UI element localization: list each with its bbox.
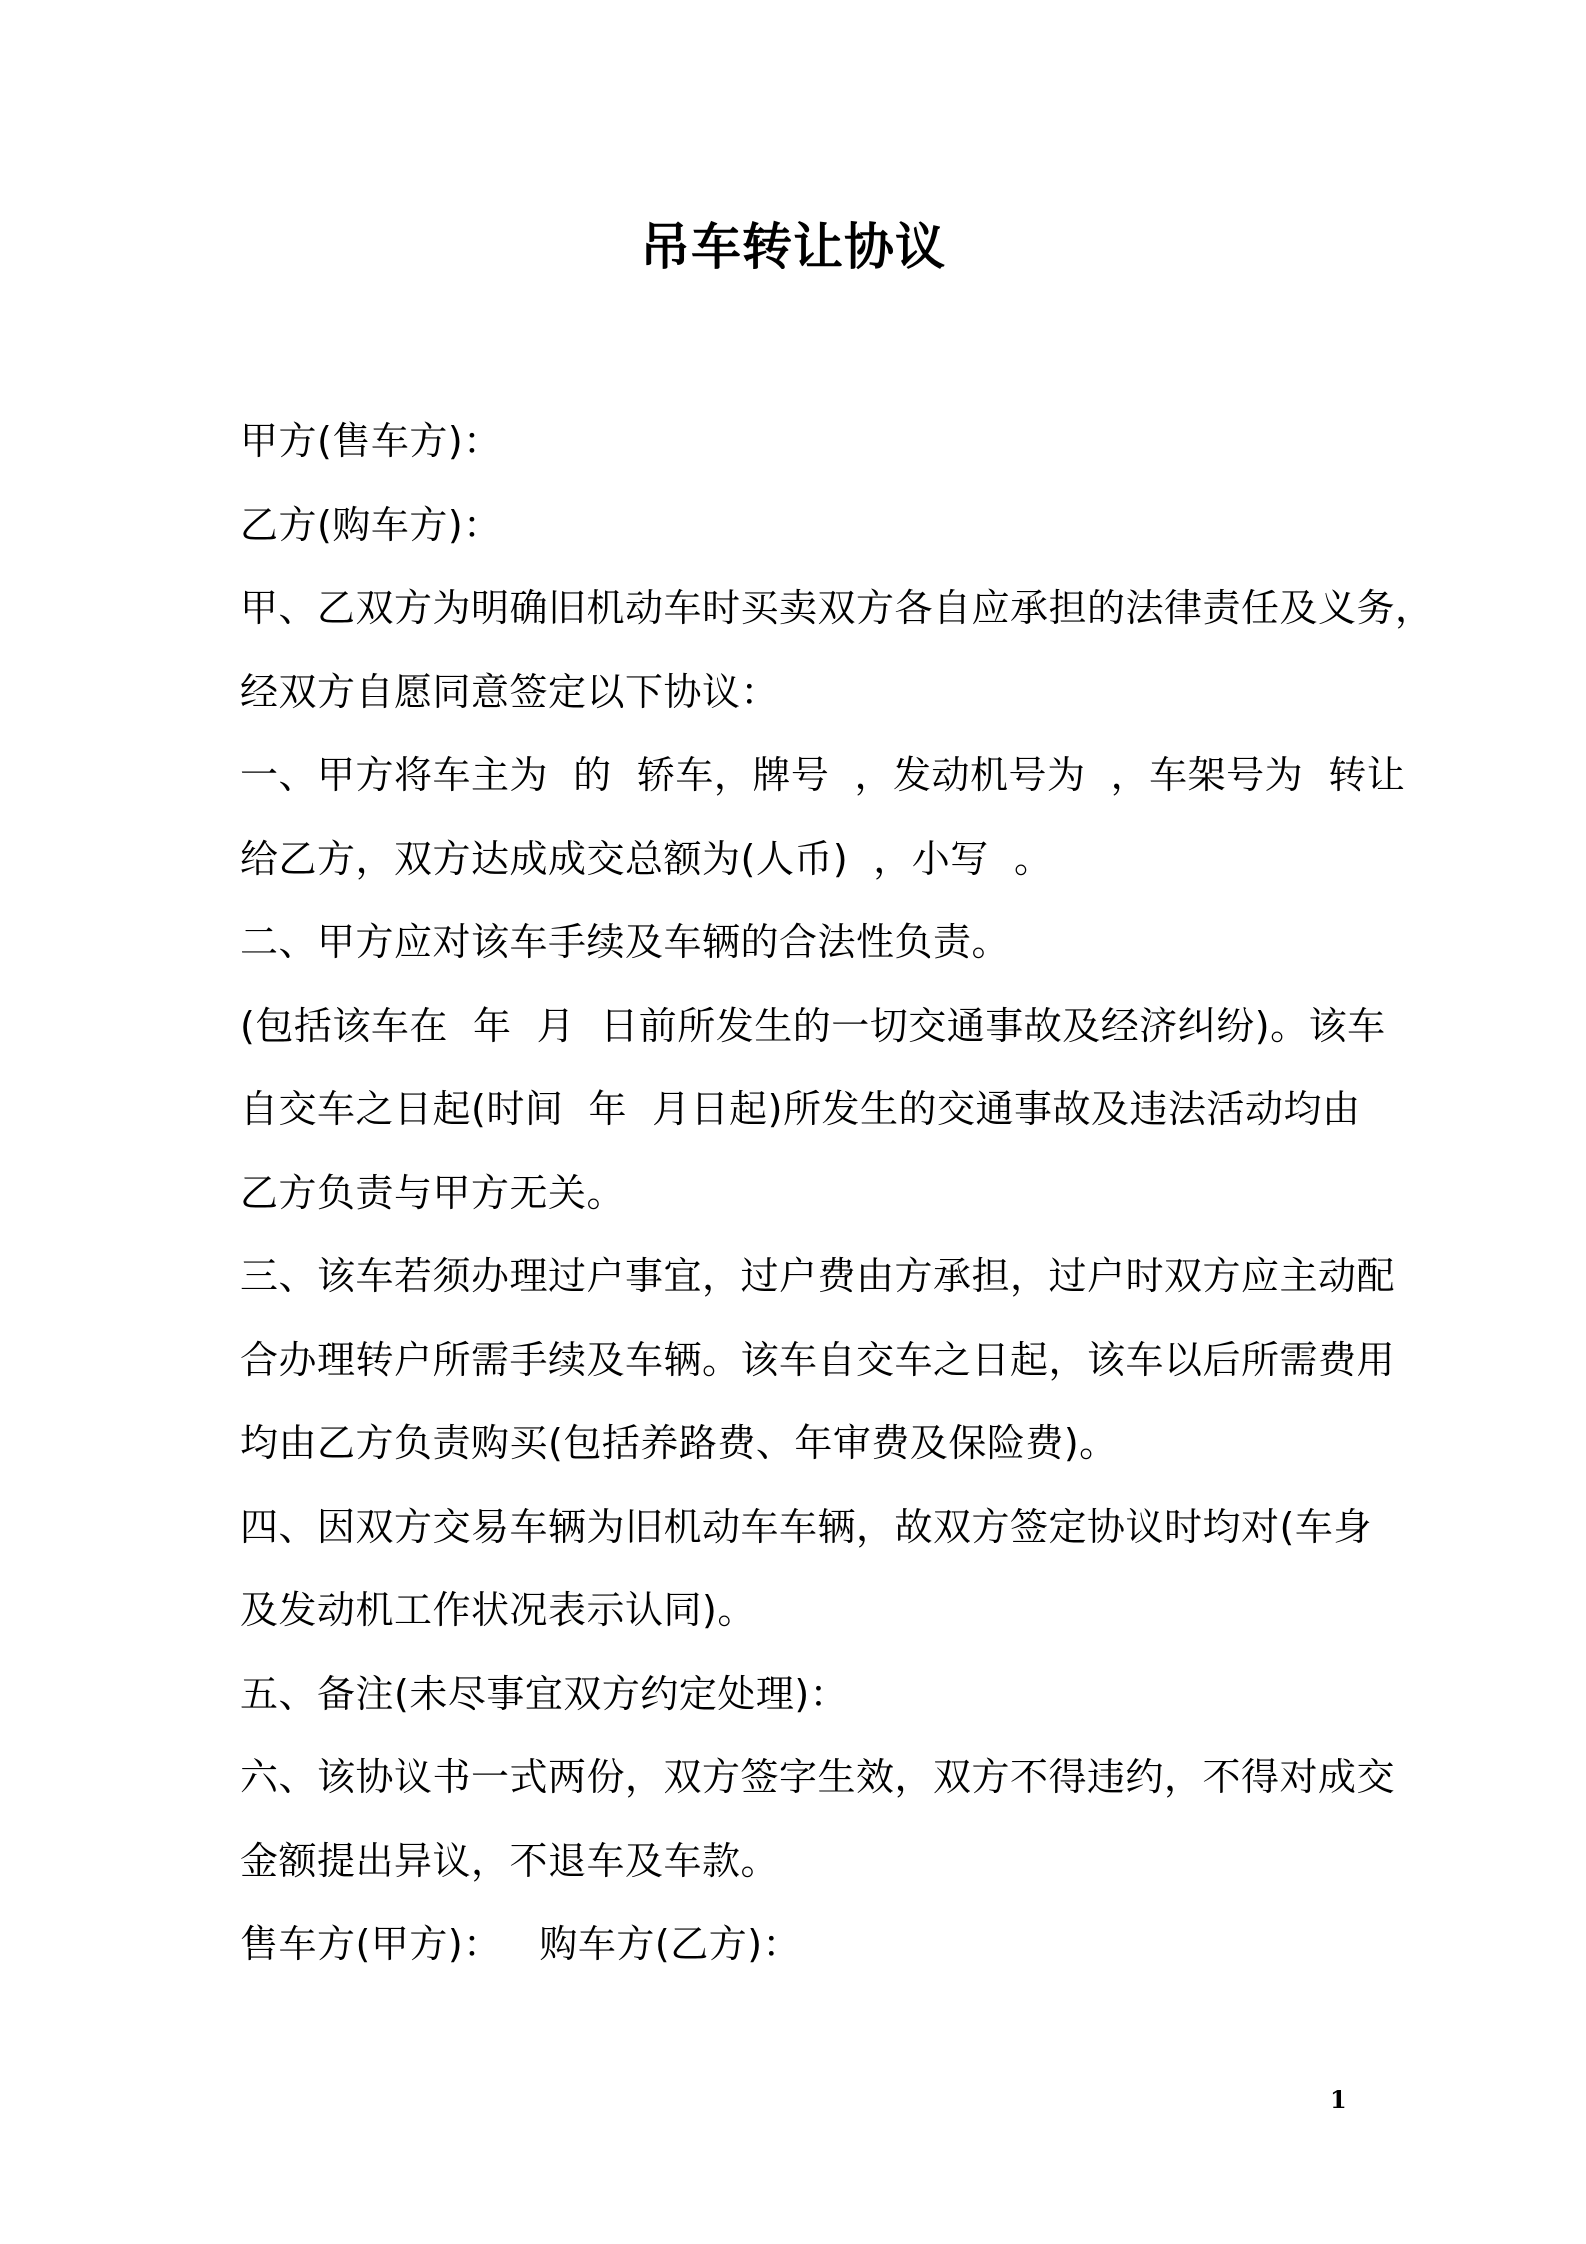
- document-body: [240, 400, 1434, 1987]
- page-number: 1: [1330, 2085, 1347, 2114]
- party-a-line: 甲方(售车方)：: [240, 419, 502, 463]
- preamble-line-1: 甲、乙双方为明确旧机动车时买卖双方各自应承担的法律责任及义务，: [240, 586, 1434, 630]
- clause-5-line-1: 五、备注(未尽事宜双方约定处理)：: [240, 1671, 849, 1716]
- clause-1-line-2: 给乙方，双方达成成交总额为(人币) ，小写 。: [240, 836, 1053, 881]
- clause-6-line-1: 六、该协议书一式两份，双方签字生效，双方不得违约，不得对成交: [240, 1755, 1396, 1799]
- clause-2-line-2: (包括该车在 年 月 日前所发生的一切交通事故及经济纠纷)。该车: [240, 1003, 1386, 1048]
- document-title: 吊车转让协议: [640, 218, 946, 276]
- clause-2-line-3: 自交车之日起(时间 年 月日起)所发生的交通事故及违法活动均由: [240, 1087, 1361, 1131]
- clause-1-line-1: 一、甲方将车主为 的 轿车，牌号 ，发动机号为 ，车架号为 转让: [240, 753, 1406, 797]
- preamble-line-2: 经双方自愿同意签定以下协议：: [240, 669, 780, 714]
- clause-3-line-1: 三、该车若须办理过户事宜，过户费由方承担，过户时双方应主动配: [240, 1254, 1396, 1298]
- signature-line: 售车方(甲方)： 购车方(乙方)：: [240, 1922, 802, 1966]
- party-b-line: 乙方(购车方)：: [240, 502, 502, 547]
- clause-4-line-1: 四、因双方交易车辆为旧机动车车辆，故双方签定协议时均对(车身: [240, 1504, 1372, 1549]
- clause-3-line-2: 合办理转户所需手续及车辆。该车自交车之日起，该车以后所需费用: [240, 1337, 1396, 1382]
- clause-2-line-4: 乙方负责与甲方无关。: [240, 1170, 626, 1215]
- clause-3-line-3: 均由乙方负责购买(包括养路费、年审费及保险费)。: [240, 1421, 1118, 1465]
- clause-2-line-1: 二、甲方应对该车手续及车辆的合法性负责。: [240, 920, 1011, 964]
- clause-6-line-2: 金额提出异议，不退车及车款。: [240, 1838, 780, 1883]
- clause-4-line-2: 及发动机工作状况表示认同)。: [240, 1588, 756, 1632]
